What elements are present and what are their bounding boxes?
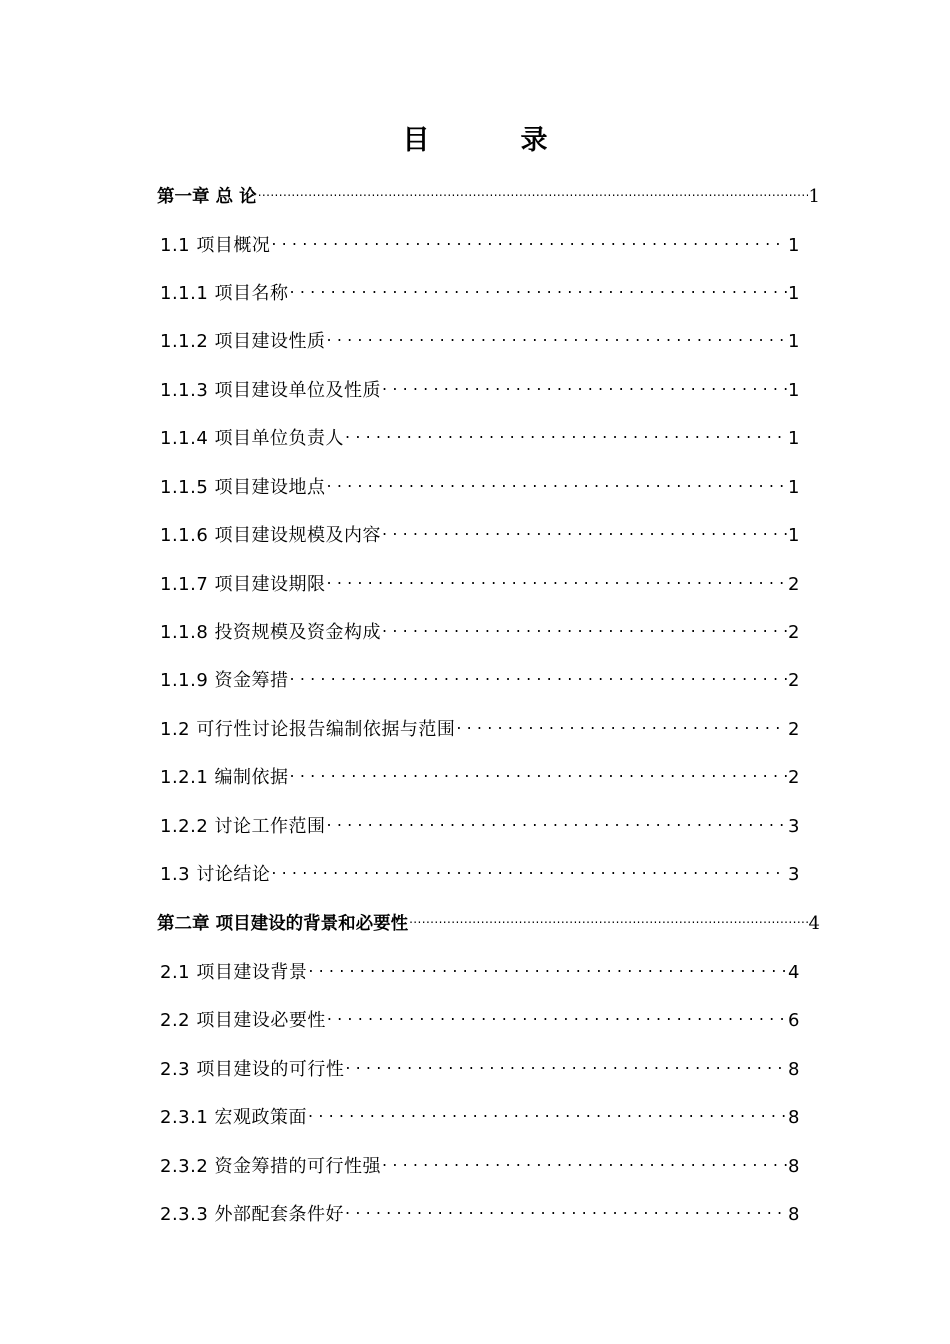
toc-entry-title: 2.3.2 资金筹措的可行性强 <box>160 1156 382 1177</box>
toc-entry-title: 1.2.2 讨论工作范围 <box>160 816 326 837</box>
toc-entry-section[interactable] <box>160 1190 800 1225</box>
dot-leader <box>382 1142 787 1172</box>
toc-page-number: 8 <box>788 1204 800 1225</box>
toc-entry-title: 1.1.3 项目建设单位及性质 <box>160 380 382 401</box>
toc-entry-section[interactable] <box>160 414 800 449</box>
toc-entry-title: 1.3 讨论结论 <box>160 864 271 885</box>
dot-leader <box>327 560 788 590</box>
dot-leader <box>308 1093 787 1123</box>
toc-entry-section[interactable] <box>160 366 800 401</box>
toc-entry-title: 2.3 项目建设的可行性 <box>160 1059 345 1080</box>
dot-leader <box>327 996 787 1026</box>
dot-leader <box>456 705 787 735</box>
toc-page-number: 1 <box>788 331 800 352</box>
toc-entry-section[interactable] <box>160 221 800 256</box>
toc-entry-section[interactable] <box>160 608 800 643</box>
dot-leader <box>290 269 788 299</box>
dot-leader <box>382 608 787 638</box>
toc-entry-title: 1.1.5 项目建设地点 <box>160 477 326 498</box>
dot-leader <box>382 366 787 396</box>
toc-entry-chapter[interactable] <box>157 172 820 207</box>
dot-leader <box>345 414 787 444</box>
dot-leader <box>290 753 788 783</box>
dot-leader <box>345 1045 787 1075</box>
toc-entry-section[interactable] <box>160 656 800 691</box>
toc-page-number: 1 <box>788 283 800 304</box>
toc-page-number: 2 <box>788 574 800 595</box>
toc-entry-section[interactable] <box>160 317 800 352</box>
toc-entry-section[interactable] <box>160 996 800 1031</box>
toc-heading: 目 录 <box>402 125 580 156</box>
toc-page-number: 1 <box>788 477 800 498</box>
toc-page-number: 2 <box>788 622 800 643</box>
toc-entry-title: 1.2 可行性讨论报告编制依据与范围 <box>160 719 456 740</box>
toc-page-number: 2 <box>788 767 800 788</box>
dot-leader <box>345 1190 787 1220</box>
toc-entry-title: 1.1.4 项目单位负责人 <box>160 428 345 449</box>
toc-page-number: 2 <box>788 670 800 691</box>
toc-page-number: 2 <box>788 719 800 740</box>
toc-entry-section[interactable] <box>160 948 800 983</box>
dot-leader <box>258 172 808 202</box>
toc-entry-section[interactable] <box>160 1093 800 1128</box>
dot-leader <box>271 221 787 251</box>
toc-page-number: 6 <box>788 1010 800 1031</box>
toc-page-number: 4 <box>808 913 820 934</box>
toc-entry-section[interactable] <box>160 753 800 788</box>
toc-entry-title: 1.1.6 项目建设规模及内容 <box>160 525 382 546</box>
toc-entry-section[interactable] <box>160 560 800 595</box>
toc-entry-title: 2.1 项目建设背景 <box>160 962 308 983</box>
toc-page-number: 8 <box>788 1156 800 1177</box>
dot-leader <box>382 511 787 541</box>
dot-leader <box>327 802 788 832</box>
toc-entry-title: 1.1.7 项目建设期限 <box>160 574 326 595</box>
toc-entry-section[interactable] <box>160 1142 800 1177</box>
toc-page-number: 8 <box>788 1059 800 1080</box>
toc-page-number: 8 <box>788 1107 800 1128</box>
toc-page-number: 1 <box>808 186 820 207</box>
toc-entry-title: 1.1 项目概况 <box>160 235 271 256</box>
toc-page-number: 1 <box>788 235 800 256</box>
toc-entry-section[interactable] <box>160 269 800 304</box>
dot-leader <box>308 948 787 978</box>
dot-leader <box>327 317 788 347</box>
toc-entry-title: 1.2.1 编制依据 <box>160 767 289 788</box>
toc-entry-title: 2.2 项目建设必要性 <box>160 1010 326 1031</box>
toc-entry-title: 1.1.2 项目建设性质 <box>160 331 326 352</box>
dot-leader <box>327 463 788 493</box>
toc-entry-section[interactable] <box>160 1045 800 1080</box>
toc-entry-title: 1.1.1 项目名称 <box>160 283 289 304</box>
dot-leader <box>409 899 807 929</box>
toc-page-number: 3 <box>788 864 800 885</box>
toc-entry-section[interactable] <box>160 705 800 740</box>
toc-entry-section[interactable] <box>160 850 800 885</box>
toc-entry-section[interactable] <box>160 463 800 498</box>
toc-page-number: 3 <box>788 816 800 837</box>
dot-leader <box>290 656 788 686</box>
toc-entry-title: 第二章 项目建设的背景和必要性 <box>157 914 409 934</box>
toc-page-number: 1 <box>788 380 800 401</box>
toc-page-number: 1 <box>788 428 800 449</box>
toc-entry-section[interactable] <box>160 511 800 546</box>
dot-leader <box>271 850 787 880</box>
toc-entry-chapter[interactable] <box>157 899 820 934</box>
toc-entry-title: 2.3.3 外部配套条件好 <box>160 1204 345 1225</box>
toc-entry-title: 1.1.8 投资规模及资金构成 <box>160 622 382 643</box>
toc-entry-title: 1.1.9 资金筹措 <box>160 670 289 691</box>
toc-page-number: 1 <box>788 525 800 546</box>
toc-entry-title: 第一章 总 论 <box>157 187 257 207</box>
toc-entry-section[interactable] <box>160 802 800 837</box>
toc-entry-title: 2.3.1 宏观政策面 <box>160 1107 308 1128</box>
toc-page-number: 4 <box>788 962 800 983</box>
